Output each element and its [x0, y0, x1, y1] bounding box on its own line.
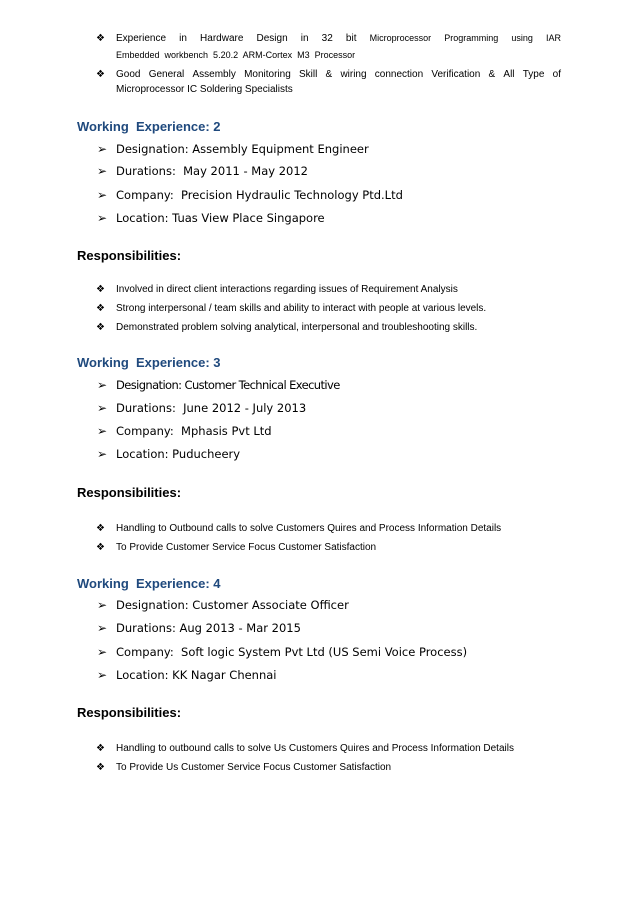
diamond-bullet-icon: ❖: [96, 743, 105, 754]
diamond-bullet-icon: ❖: [96, 303, 105, 314]
experience-4-heading: Working Experience: 4: [77, 576, 221, 591]
diamond-bullet-icon: ❖: [96, 33, 105, 44]
experience-3-heading: Working Experience: 3: [77, 355, 221, 370]
experience-4-responsibilities-heading: Responsibilities:: [77, 705, 182, 720]
arrow-bullet-icon: ➢: [97, 645, 108, 659]
intro-item-1-line-2: Embedded workbench 5.20.2 ARM-Cortex M3 Processor: [116, 50, 356, 60]
arrow-bullet-icon: ➢: [97, 668, 108, 682]
intro-item-2-line-1: Good General Assembly Monitoring Skill & wiring connection Verification & All Type of: [116, 69, 561, 80]
experience-2-heading: Working Experience: 2: [77, 119, 221, 134]
diamond-bullet-icon: ❖: [96, 762, 105, 773]
arrow-bullet-icon: ➢: [97, 447, 108, 461]
intro-item-2-line-2: Microprocessor IC Soldering Specialists: [116, 84, 293, 95]
arrow-bullet-icon: ➢: [97, 211, 108, 225]
arrow-bullet-icon: ➢: [97, 188, 108, 202]
experience-3-responsibilities-heading: Responsibilities:: [77, 485, 182, 500]
intro-item-1-line-1: Experience in Hardware Design in 32 bit Microprocessor Programming using IAR: [116, 33, 561, 44]
diamond-bullet-icon: ❖: [96, 542, 105, 553]
arrow-bullet-icon: ➢: [97, 424, 108, 438]
resume-page: ❖ Experience in Hardware Design in 32 bit Microprocessor Programming using IAR Embedded workbench 5.20.2 ARM-Cortex M3 Processor ❖ Good General Assembly Monitoring Skill & wiring connection Verification & All Type of Microprocessor IC Soldering Specialists Working Experience: 2 ➢ Designation: Assembly Equipment Engineer ➢ Durations: May 2011 - May 2012 ➢ Company: Precision Hydraulic Technology Ptd.Ltd ➢ Location: Tuas View Place Singapore Responsibilities: ❖ Involved in direct client interactions regarding issues of Requirement Analysis ❖ Strong interpersonal / team skills and ability to interact with people at various levels. ❖ Demonstrated problem solving analytical, interpersonal and troubleshooting skills. Working Experience: 3 ➢ Designation: Customer Technical Executive ➢ Durations: June 2012 - July 2013 ➢ Company: Mphasis Pvt Ltd ➢ Location: Puducheery Responsibilities: ❖ Handling to Outbound calls to solve Customers Quires and Process Information Details ❖ To Provide Customer Service Focus Customer Satisfaction Working Experience: 4 ➢ Designation: Customer Associate Officer ➢ Durations: Aug 2013 - Mar 2015 ➢ Company: Soft logic System Pvt Ltd (US Semi Voice Process) ➢ Location: KK Nagar Chennai Responsibilities: ❖ Handling to outbound calls to solve Us Customers Quires and Process Information Details ❖ To Provide Us Customer Service Focus Customer Satisfaction: [77, 33, 561, 773]
arrow-bullet-icon: ➢: [97, 164, 108, 178]
arrow-bullet-icon: ➢: [97, 401, 108, 415]
diamond-bullet-icon: ❖: [96, 284, 105, 295]
arrow-bullet-icon: ➢: [97, 378, 108, 392]
diamond-bullet-icon: ❖: [96, 69, 105, 80]
diamond-bullet-icon: ❖: [96, 322, 105, 333]
arrow-bullet-icon: ➢: [97, 598, 108, 612]
arrow-bullet-icon: ➢: [97, 621, 108, 635]
arrow-bullet-icon: ➢: [97, 142, 108, 156]
diamond-bullet-icon: ❖: [96, 523, 105, 534]
experience-2-responsibilities-heading: Responsibilities:: [77, 248, 182, 263]
